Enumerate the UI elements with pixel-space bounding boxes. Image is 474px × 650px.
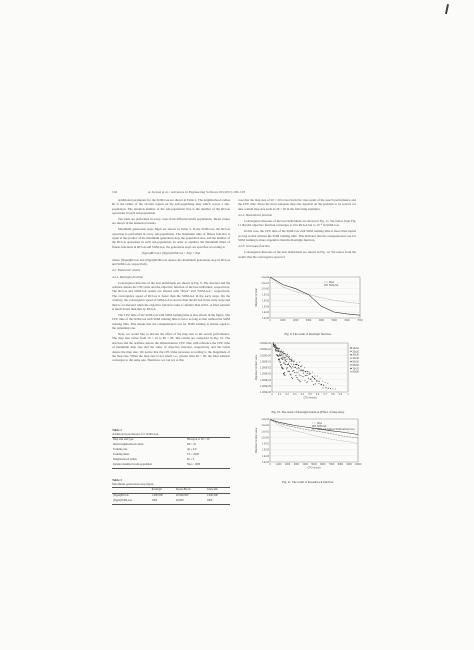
data-point [330, 388, 331, 389]
data-point [279, 353, 280, 354]
data-point [281, 367, 282, 368]
data-point [311, 381, 312, 382]
data-point [328, 388, 329, 389]
table-cell: (Ngen)RCGA [113, 494, 129, 498]
x-tick-label: 5000 [311, 463, 317, 466]
table-cell: Iteration number in sub-population [113, 463, 153, 467]
data-point [303, 371, 304, 372]
table-cell: Neighborhood radius [113, 458, 137, 462]
table-cell: 1,000,000 [151, 494, 163, 498]
data-point [303, 373, 304, 374]
data-point [286, 361, 287, 362]
data-point [282, 359, 283, 360]
data-point [295, 367, 296, 368]
data-point [338, 391, 339, 392]
table-cell: Rr = 2 [187, 458, 195, 462]
legend-label: RGA [317, 422, 322, 425]
plot-frame [270, 277, 360, 318]
data-point [280, 355, 281, 356]
data-point [301, 365, 302, 366]
data-point [298, 365, 299, 366]
figure-11 [252, 416, 364, 485]
x-tick-label: 7000 [328, 463, 335, 466]
data-point [280, 351, 281, 352]
data-point [307, 371, 308, 372]
data-point [313, 384, 314, 385]
data-point [278, 351, 279, 352]
y-tick-label: 1.E-03 [261, 305, 269, 309]
data-point [299, 362, 300, 363]
data-point [296, 362, 297, 363]
paragraph: In this case, the CPU time of the SOM-GA with SOM training time is more than tripled as long as that without the SOM training time. This indicates that the computational cost for SOM training is more expensive than the Rastrigin function. [238, 229, 356, 243]
table-caption: Maximum generation step Ngen. [112, 482, 154, 487]
x-tick-label: 0 [269, 319, 271, 322]
paragraph: Convergence histories of the best individuals are shown in Fig. 12. We notice from the results that the convergence speed of [238, 250, 356, 259]
y-tick-label: 1.000E-05 [259, 384, 271, 388]
legend-label: RGA [329, 281, 334, 284]
data-point [335, 388, 336, 389]
data-point [283, 355, 284, 356]
x-tick-label: 6000 [344, 319, 350, 322]
y-tick-label: 1.E+03 [261, 418, 269, 421]
table-3-grid [112, 487, 230, 505]
equation: (Ngen)RCGA ≥ (Ngen)SOM-GA × Nsp × Nsp [141, 251, 201, 256]
data-point [289, 358, 290, 359]
data-point [316, 380, 317, 381]
paragraph: case that the map size of 20 × 20 is best from the view-point of the search performance and the CPU time. Since the most adequate map size depends on the problem to be solved, we take a small map size such as 20 × 20 in the following examples. [238, 198, 356, 211]
y-tick-label: 1.E+00 [261, 287, 269, 291]
table-cell: Nsp = 1000 [187, 463, 201, 467]
fig11-chart [252, 416, 364, 472]
data-point [281, 352, 282, 353]
table-cell: Training times [113, 453, 130, 457]
legend-marker [350, 351, 351, 352]
x-tick-label: 0 [269, 463, 271, 466]
x-tick-label: 3000 [305, 319, 312, 322]
legend-label: 60x60 [352, 364, 359, 367]
data-point [300, 381, 301, 382]
data-point [287, 356, 288, 357]
section-heading: 4.2. Numerical results [112, 268, 141, 273]
data-point [303, 370, 304, 371]
data-point [312, 372, 313, 373]
left-column [112, 198, 230, 364]
figure-caption: Fig. 11. The result of Rosenbrock function. [282, 480, 334, 484]
x-tick-label: 3000 [293, 463, 300, 466]
data-point [306, 382, 307, 383]
paragraph: Convergence histories of the best individuals are shown in Fig. 9. The abscissa and the ordinate denote the CPU time and the objective function of the best individual, respectively. The RCGA and SOM-GA results are labeled with "RGA" and "SOM-GA", respectively. The convergence speed of RCGA is faster than the SOM-GA in the early steps. On the contrary, the convergence speed of SOM-GA is slower than the RCGA in the early steps and then is accelerated when the objective function value is smaller than 0.001. A final solution is much better than that by RCGA. [112, 280, 230, 312]
data-point [293, 367, 294, 368]
x-tick-label: 0.5 [308, 393, 312, 396]
data-point [319, 378, 320, 379]
data-point [312, 377, 313, 378]
right-column-top [238, 198, 356, 260]
data-point [286, 355, 287, 356]
data-point [306, 375, 307, 376]
data-point [277, 347, 278, 348]
table-caption: Additional parameters for SOM-GA. [112, 432, 160, 437]
data-point [300, 366, 301, 367]
data-point [298, 371, 299, 372]
data-point [285, 357, 286, 358]
data-point [284, 362, 285, 363]
table-cell: Training rate [113, 448, 128, 452]
data-point [307, 381, 308, 382]
legend-label: 50x50 [352, 361, 359, 364]
figure-caption: Fig. 9. The result of Rastrigin function. [284, 332, 332, 336]
figure-caption: Fig. 10. The result of Rastrigin function (Effect of map size). [271, 410, 345, 414]
data-point [305, 371, 306, 372]
legend-marker [350, 371, 351, 372]
legend-marker [350, 347, 351, 348]
data-point [283, 368, 284, 369]
data-point [291, 367, 292, 368]
x-tick-label: 8000 [337, 463, 344, 466]
data-point [291, 357, 292, 358]
data-point [300, 370, 301, 371]
subsection-heading: 4.2.1. Rastrigin function [112, 274, 144, 279]
x-tick-label: 6000 [320, 463, 326, 466]
legend-marker [350, 354, 351, 355]
data-point [307, 373, 308, 374]
data-point [292, 371, 293, 372]
x-tick-label: 0.7 [323, 393, 327, 396]
y-tick-label: 1.000E-01 [259, 360, 271, 364]
legend-marker [350, 368, 351, 369]
x-tick-label: 0.8 [331, 393, 335, 396]
x-tick-label: 4000 [302, 463, 308, 466]
y-tick-label: 1.000E-06 [259, 391, 271, 394]
y-tick-label: 1.E-01 [261, 293, 269, 297]
y-tick-label: 1.000E+02 [259, 342, 271, 345]
table-title: Table 3 [112, 478, 122, 482]
x-tick-label: 0.1 [277, 393, 282, 396]
data-point [276, 346, 277, 347]
data-point [274, 346, 275, 347]
data-point [281, 354, 282, 355]
data-point [289, 371, 290, 372]
table-cell: (Ngen)SOM-GA [113, 499, 132, 503]
y-tick-label: 1.000E+00 [259, 354, 271, 358]
data-point [281, 350, 282, 351]
subsection-heading: 4.2.3. Griewank function [238, 244, 270, 249]
data-point [294, 361, 295, 362]
data-point [285, 355, 286, 356]
series-line [270, 420, 358, 435]
data-point [287, 354, 288, 355]
legend-label: 10x10 [352, 347, 359, 350]
y-tick-label: 1.E-04 [261, 311, 269, 315]
data-point [321, 384, 322, 385]
data-point [285, 360, 286, 361]
data-point [283, 353, 284, 354]
fig10-chart [252, 340, 364, 402]
data-point [300, 375, 301, 376]
data-point [275, 344, 276, 345]
table-2-grid [112, 437, 230, 469]
data-point [299, 375, 300, 376]
data-point [291, 361, 292, 362]
data-point [286, 368, 287, 369]
x-tick-label: 0.2 [285, 393, 289, 396]
paragraph: Additional parameters for the SOM-GA are shown in Table 2. The neighborhood radius Rr is the radius of the circular region on the self-organizing map which covers a sub-population. The iteration number of the sub-population Nsp is the number of the RCGA operations in each sub-population. [112, 198, 230, 216]
data-point [314, 378, 315, 379]
x-tick-label: 5000 [331, 319, 337, 322]
paragraph: where (Ngen)RCGA and (Ngen)SOM-GA denote the maximum generation step in RCGA and SOM-GA, respectively. [112, 257, 230, 267]
scan-mark [445, 4, 449, 14]
y-tick-label: 1.E+02 [261, 424, 269, 428]
legend-label: 30x30 [352, 354, 359, 357]
data-point [322, 388, 323, 389]
data-point [319, 381, 320, 382]
data-point [309, 372, 310, 373]
x-axis-label: CPU time(s) [307, 466, 321, 470]
legend-label: 40x40 [352, 358, 359, 361]
legend-label: SOM-GA (without SOM training time) [317, 428, 355, 431]
y-tick-label: 1.E+02 [261, 276, 269, 279]
table-cell: η0 = 0.9 [187, 448, 197, 452]
data-point [308, 378, 309, 379]
data-point [309, 373, 310, 374]
table-cell: Hexagon of 20 × 20 [187, 438, 210, 442]
data-point [273, 343, 274, 344]
data-point [287, 364, 288, 365]
data-point [273, 344, 274, 345]
data-point [293, 364, 294, 365]
legend-marker [350, 361, 351, 362]
data-point [291, 364, 292, 365]
legend-marker [350, 358, 351, 359]
data-point [291, 377, 292, 378]
data-point [277, 350, 278, 351]
y-tick-label: 1.E-02 [261, 448, 269, 452]
data-point [296, 377, 297, 378]
data-point [296, 368, 297, 369]
data-point [294, 372, 295, 373]
y-tick-label: 1.E+01 [261, 281, 269, 285]
data-point [290, 366, 291, 367]
data-point [281, 351, 282, 352]
data-point [299, 368, 300, 369]
paragraph: Convergence histories of the best individuals are shown in Fig. 11. We notice from Fig. 11 that the objective function converges to 0 in RCGA but to 10⁻⁸ in SOM-GA. [238, 219, 356, 228]
table-row [112, 499, 230, 505]
fig9-chart [252, 274, 364, 324]
y-tick-label: 1.000E-03 [259, 372, 271, 376]
data-point [314, 376, 315, 377]
data-point [285, 359, 286, 360]
running-header: A. Kotsai et al. / Advances in Engineering Software 00 (2015) 100–103 [148, 190, 246, 194]
y-tick-label: 1.000E-02 [259, 366, 271, 370]
column-header: Rosen-Brock [175, 488, 191, 492]
y-tick-label: 1.E-05 [261, 317, 269, 320]
y-tick-label: 1.E-04 [261, 461, 269, 464]
data-point [283, 373, 284, 374]
series-line [270, 277, 360, 303]
x-tick-label: 2000 [284, 463, 291, 466]
data-point [282, 352, 283, 353]
table-cell: TS = 1000 [187, 453, 199, 457]
x-tick-label: 1 [347, 393, 349, 396]
table-cell: 1000 [206, 499, 213, 503]
y-tick-label: 1.E-01 [261, 442, 269, 446]
figure-10 [252, 340, 364, 415]
data-point [304, 367, 305, 368]
legend-marker [350, 364, 351, 365]
y-tick-label: 1.E-03 [261, 454, 269, 458]
legend-label: 20x20 [352, 351, 359, 354]
table-cell: 20,000 [175, 499, 184, 503]
table-cell: 1000 [151, 499, 158, 503]
table-cell: 1,000,000 [206, 494, 218, 498]
data-point [289, 365, 290, 366]
y-tick-label: 1.000E-04 [259, 378, 271, 382]
data-point [273, 346, 274, 347]
x-tick-label: 1000 [276, 463, 282, 466]
table-3 [112, 478, 230, 505]
data-point [284, 353, 285, 354]
x-axis-label: CPU time(s) [303, 396, 317, 400]
paragraph: The CPU time of the SOM-GA with SOM training time is also shown in the figure. The CPU time of the SOM-GA with SOM training time is twice as long as that without the SOM training time. This means that the computational cost for SOM training is almost equal to the remaining one. [112, 312, 230, 331]
data-point [323, 385, 324, 386]
data-point [325, 387, 326, 388]
table-cell: Map size and type [113, 438, 134, 442]
data-point [288, 356, 289, 357]
data-point [280, 362, 281, 363]
x-tick-label: 0.4 [300, 393, 305, 396]
data-point [311, 378, 312, 379]
figure-9 [252, 274, 364, 337]
x-tick-label: 0.6 [315, 393, 320, 396]
plot-frame [270, 419, 358, 462]
x-tick-label: 2000 [293, 319, 299, 322]
data-point [292, 378, 293, 379]
page-number: 102 [112, 190, 118, 194]
data-point [317, 376, 318, 377]
data-point [315, 383, 316, 384]
data-point [287, 367, 288, 368]
x-tick-label: 10000 [354, 463, 362, 466]
data-point [292, 366, 293, 367]
data-point [297, 379, 298, 380]
data-point [322, 381, 323, 382]
data-point [284, 375, 285, 376]
x-tick-label: 9000 [346, 463, 352, 466]
data-point [332, 388, 333, 389]
y-axis-label: Objective function [255, 287, 258, 308]
data-point [296, 372, 297, 373]
data-point [285, 364, 286, 365]
data-point [301, 370, 302, 371]
data-point [302, 376, 303, 377]
data-point [289, 361, 290, 362]
data-point [325, 382, 326, 383]
data-point [299, 380, 300, 381]
x-tick-label: 0.3 [293, 393, 297, 396]
data-point [281, 364, 282, 365]
x-tick-label: 4000 [318, 319, 325, 322]
legend-label: SOM-GA [317, 425, 327, 428]
column-header: Rastrigin [151, 488, 162, 492]
x-tick-label: 0.9 [338, 393, 343, 396]
data-point [291, 359, 292, 360]
y-tick-label: 1.E+01 [261, 430, 269, 434]
data-point [278, 349, 279, 350]
data-point [301, 369, 302, 370]
data-point [283, 356, 284, 357]
data-point [304, 380, 305, 381]
table-cell: Initial neighborhood radius [113, 443, 144, 447]
x-tick-label: 7000 [357, 319, 363, 322]
table-row [112, 463, 230, 469]
data-point [288, 363, 289, 364]
y-tick-label: 1.E-02 [261, 299, 269, 303]
data-point [305, 375, 306, 376]
data-point [284, 372, 285, 373]
data-point [298, 367, 299, 368]
legend-label: SOM-GA [329, 284, 339, 287]
data-point [296, 364, 297, 365]
table-2 [112, 428, 230, 469]
y-tick-label: 1.E+00 [261, 436, 269, 440]
data-point [290, 374, 291, 375]
data-point [279, 359, 280, 360]
data-point [303, 376, 304, 377]
data-point [312, 376, 313, 377]
data-point [327, 383, 328, 384]
data-point [287, 359, 288, 360]
table-title: Table 2 [112, 428, 122, 432]
y-tick-label: 1.000E+01 [259, 348, 271, 352]
x-tick-label: 1000 [280, 319, 286, 322]
data-point [278, 350, 279, 351]
data-point [288, 357, 289, 358]
data-point [295, 364, 296, 365]
data-point [318, 383, 319, 384]
data-point [293, 370, 294, 371]
y-axis-label: Objective function value [255, 354, 258, 381]
subsection-heading: 4.2.2. Rosenbrock function [238, 213, 273, 218]
data-point [288, 364, 289, 365]
data-point [295, 375, 296, 376]
paragraph: Ten trials are performed in every cases from different initial populations. Mean values are shown in the numerical results. [112, 217, 230, 226]
paragraph: Next, we would like to discuss the effect of the map size to the search performance. The map size varies from 10 × 10 to 80 × 80. The results are compared in Fig. 10. The abscissa and the ordinate denote the dimensionless CPU time with reference the CPU time of maximum map size and the value of objective function, respectively and the labels denote the map size. We notice that the CPU time increases according to the magnitude of the map size. When the map size is not small, i.e., greater than 40 × 40, the final solution converges to the same one. Therefore, we can say at this [112, 331, 230, 363]
legend-label: 80x80 [352, 371, 359, 374]
legend-label: 70x70 [352, 368, 359, 371]
data-point [281, 357, 282, 358]
paragraph: Maximum generation steps Ngen are shown in Table 3. In the SOM-GA, the RCGA operation is performed in every sub-population. The maximum time of fitness function is equal to the product of the maximum generation step, the population size, and the number of the RCGA operations in each sub-population. In order to equalize the maximum times of fitness functions in RCGA and SOM-GA, the generation steps are specified according to [112, 227, 230, 249]
table-cell: R0 = 10 [187, 443, 197, 447]
column-header: Griewank [206, 488, 218, 492]
x-tick-label: 0 [271, 393, 273, 396]
table-cell: 20,000,000 [175, 494, 189, 498]
data-point [284, 358, 285, 359]
y-axis-label: Objective function value [255, 427, 258, 454]
